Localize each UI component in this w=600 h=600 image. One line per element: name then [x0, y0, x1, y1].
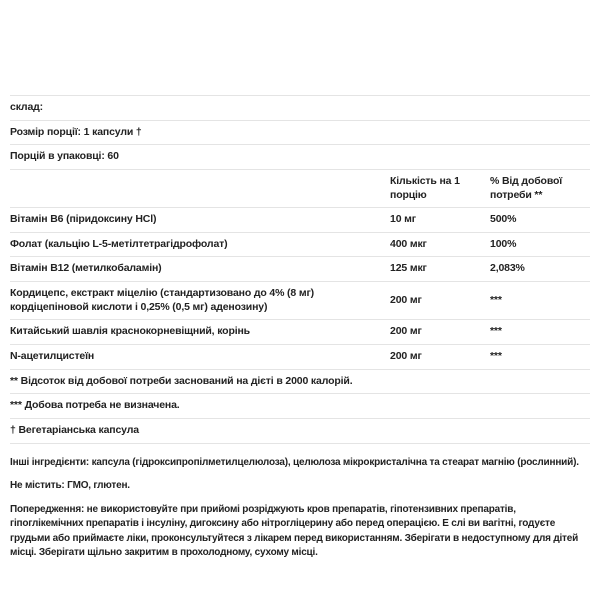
ingredient-row	[10, 345, 590, 370]
ingredient-daily-value: ***	[490, 320, 590, 345]
ingredient-daily-value: ***	[490, 282, 590, 320]
ingredient-name: Вітамін B6 (піридоксину HCl)	[10, 208, 390, 233]
footnote-text: ** Відсоток від добової потреби заснований на дієті в 2000 калорій.	[10, 369, 590, 394]
ingredient-name: Кордицепс, екстракт міцелію (стандартизовано до 4% (8 мг) кордіцепіновой кислоти і 0,25% (0,5 мг) аденозину)	[10, 282, 390, 320]
footnote-row-vegetarian-capsule	[10, 418, 590, 443]
ingredient-name: Китайський шавлія краснокорневіщний, корінь	[10, 320, 390, 345]
info-label: Розмір порції: 1 капсули †	[10, 120, 590, 145]
header-amount-per-serving: Кількість на 1 порцію	[390, 169, 490, 207]
header-empty-cell	[10, 169, 390, 207]
info-label: Порцій в упаковці: 60	[10, 145, 590, 170]
ingredient-amount: 125 мкг	[390, 257, 490, 282]
footnote-text: † Вегетаріанська капсула	[10, 418, 590, 443]
ingredient-amount: 200 мг	[390, 282, 490, 320]
info-row-servings-per-container	[10, 145, 590, 170]
does-not-contain-paragraph: Не містить: ГМО, глютен.	[10, 480, 130, 492]
ingredient-name: N-ацетилцистеїн	[10, 345, 390, 370]
ingredient-daily-value: 100%	[490, 232, 590, 257]
info-row-serving-size	[10, 120, 590, 145]
ingredient-name: Фолат (кальцію L-5-метілтетрагідрофолат)	[10, 232, 390, 257]
info-label: склад:	[10, 96, 590, 121]
supplement-facts-table	[10, 95, 590, 444]
info-row-composition	[10, 96, 590, 121]
product-details-text	[10, 456, 590, 561]
ingredient-row	[10, 208, 590, 233]
table-header-row	[10, 169, 590, 207]
ingredient-amount: 200 мг	[390, 345, 490, 370]
ingredient-row	[10, 232, 590, 257]
footnote-text: *** Добова потреба не визначена.	[10, 394, 590, 419]
ingredient-daily-value: ***	[490, 345, 590, 370]
warnings-paragraph: Попередження: не використовуйте при прийомі розріджують кров препаратів, гіпотензивних препаратів, гіпоглікемічних препаратів і інсуліну, дигоксину або нітрогліцерину або перед операцією. Е слі ви вагітні, годуєте грудьми або приймаєте ліки, проконсультуйтеся з лікарем перед використанням. Зберігати в недоступному для дітей місці. Зберігати щільно закритим в прохолодному, сухому місці.	[10, 503, 579, 559]
ingredient-row	[10, 282, 590, 320]
ingredient-name: Вітамін B12 (метилкобаламін)	[10, 257, 390, 282]
ingredient-amount: 10 мг	[390, 208, 490, 233]
ingredient-daily-value: 500%	[490, 208, 590, 233]
other-ingredients-paragraph: Інші інгредієнти: капсула (гідроксипропілметилцелюлоза), целюлоза мікрокристалічна та стеарат магнію (рослинний).	[10, 456, 579, 468]
footnote-row-daily-value	[10, 369, 590, 394]
header-daily-value: % Від добової потреби **	[490, 169, 590, 207]
footnote-row-not-established	[10, 394, 590, 419]
ingredient-daily-value: 2,083%	[490, 257, 590, 282]
ingredient-amount: 200 мг	[390, 320, 490, 345]
ingredient-row	[10, 320, 590, 345]
ingredient-row	[10, 257, 590, 282]
ingredient-amount: 400 мкг	[390, 232, 490, 257]
